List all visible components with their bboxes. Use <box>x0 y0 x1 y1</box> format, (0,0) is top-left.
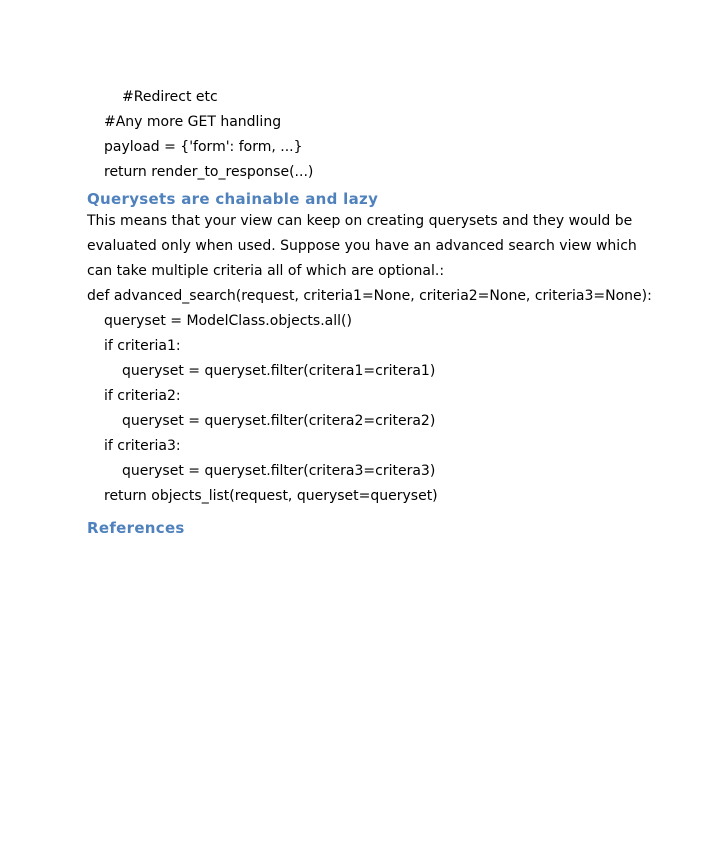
code-line: return render_to_response(...) <box>104 164 314 180</box>
code-line: if criteria2: <box>104 388 181 404</box>
code-line: payload = {'form': form, ...} <box>104 139 303 155</box>
code-line: queryset = ModelClass.objects.all() <box>104 313 352 329</box>
code-line: if criteria1: <box>104 338 181 354</box>
paragraph-line: This means that your view can keep on creating querysets and they would be <box>87 213 633 229</box>
paragraph-line: evaluated only when used. Suppose you have an advanced search view which <box>87 238 637 254</box>
code-line: queryset = queryset.filter(critera1=critera1) <box>122 363 436 379</box>
section-heading-references: References <box>87 519 185 537</box>
code-line: def advanced_search(request, criteria1=None, criteria2=None, criteria3=None): <box>87 288 652 304</box>
section-heading-querysets: Querysets are chainable and lazy <box>87 190 379 208</box>
paragraph-line: can take multiple criteria all of which are optional.: <box>87 263 445 279</box>
code-line: queryset = queryset.filter(critera2=critera2) <box>122 413 436 429</box>
code-line: queryset = queryset.filter(critera3=critera3) <box>122 463 436 479</box>
code-line: #Any more GET handling <box>104 114 282 130</box>
code-line: #Redirect etc <box>122 89 218 105</box>
code-line: if criteria3: <box>104 438 181 454</box>
code-line: return objects_list(request, queryset=queryset) <box>104 488 438 504</box>
